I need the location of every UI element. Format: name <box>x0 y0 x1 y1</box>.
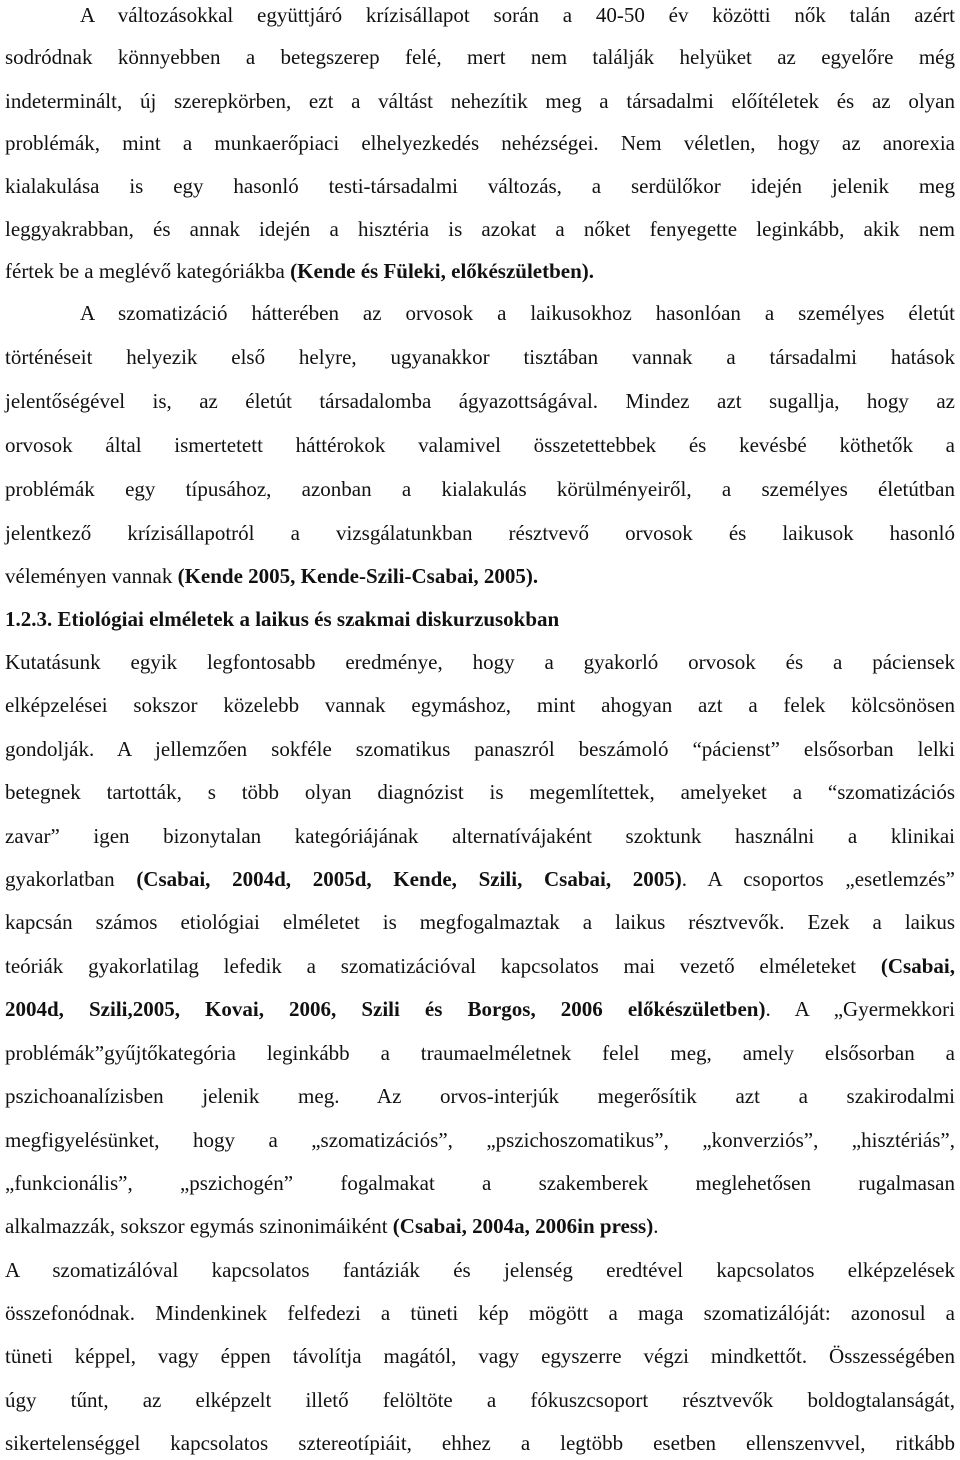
text-line <box>5 430 955 460</box>
body-text: kapcsán számos etiológiai elméletet is megfogalmaztak a laikus résztvevők. Ezek a laikus <box>5 910 955 934</box>
text-line <box>5 647 955 677</box>
body-text: elképzelései sokszor közelebb vannak egymáshoz, mint ahogyan azt a felek kölcsönösen <box>5 693 955 717</box>
text-line <box>5 42 955 72</box>
text-line <box>5 690 955 720</box>
text-line <box>5 256 594 286</box>
text-line <box>80 0 955 30</box>
text-line <box>5 474 955 504</box>
body-text: történéseit helyezik első helyre, ugyanakkor tisztában vannak a társadalmi hatások <box>5 345 955 369</box>
body-text: problémák, mint a munkaerőpiaci elhelyezkedés nehézségei. Nem véletlen, hogy az anorexia <box>5 131 955 155</box>
text-line <box>5 1341 955 1371</box>
citation-text: (Csabai, <box>880 954 955 978</box>
body-text: betegnek tartották, s több olyan diagnózist is megemlítettek, amelyeket a “szomatizációs <box>5 780 955 804</box>
body-text: teóriák gyakorlatilag lefedik a szomatizációval kapcsolatos mai vezető elméleteket <box>5 954 881 978</box>
body-text: . A „Gyermekkori <box>765 997 955 1021</box>
text-line <box>5 561 538 591</box>
text-line <box>5 1428 955 1458</box>
text-line <box>5 128 955 158</box>
body-text: A változásokkal együttjáró krízisállapot során a 40-50 év közötti nők talán azért <box>80 3 955 27</box>
body-text: problémák egy típusához, azonban a kialakulás körülményeiről, a személyes életútban <box>5 477 955 501</box>
citation-text: (Csabai, 2004a, 2006in press) <box>392 1214 654 1238</box>
citation-text: 2004d, Szili,2005, Kovai, 2006, Szili és Borgos, 2006 előkészületben) <box>5 997 766 1021</box>
citation-text: (Csabai, 2004d, 2005d, Kende, Szili, Csabai, 2005) <box>136 867 682 891</box>
text-line <box>5 1385 955 1415</box>
text-line <box>5 777 955 807</box>
text-line <box>5 1125 955 1155</box>
text-line <box>5 1038 955 1068</box>
body-text: tüneti képpel, vagy éppen távolítja magától, vagy egyszerre végzi mindkettőt. Összességében <box>5 1344 955 1368</box>
body-text: megfigyelésünket, hogy a „szomatizációs”, „pszichoszomatikus”, „konverziós”, „hisztériás”, <box>5 1128 955 1152</box>
text-line <box>5 214 955 244</box>
body-text: . <box>653 1214 659 1238</box>
text-line <box>5 342 955 372</box>
body-text: jelentkező krízisállapotról a vizsgálatunkban résztvevő orvosok és laikusok hasonló <box>5 521 955 545</box>
body-text: „funkcionális”, „pszichogén” fogalmakat a szakemberek meglehetősen rugalmasan <box>5 1171 955 1195</box>
text-line <box>5 907 955 937</box>
body-text: sodródnak könnyebben a betegszerep felé, mert nem találják helyüket az egyelőre még <box>5 45 955 69</box>
text-line <box>5 171 955 201</box>
body-text: alkalmazzák, sokszor egymás szinonimáiként <box>5 1214 393 1238</box>
text-line <box>5 518 955 548</box>
text-line <box>5 821 955 851</box>
text-line <box>5 1211 658 1241</box>
body-text: fértek be a meglévő kategóriákba <box>5 259 291 283</box>
body-text: kialakulása is egy hasonló testi-társadalmi változás, a serdülőkor idején jelenik meg <box>5 174 955 198</box>
body-text: leggyakrabban, és annak idején a hisztéria is azokat a nőket fenyegette leginkább, akik nem <box>5 217 955 241</box>
text-line <box>5 1298 955 1328</box>
text-line <box>5 1081 955 1111</box>
text-line <box>5 386 955 416</box>
body-text: véleményen vannak <box>5 564 178 588</box>
body-text: orvosok által ismertetett háttérokok valamivel összetettebbek és kevésbé köthetők a <box>5 433 955 457</box>
body-text: pszichoanalízisben jelenik meg. Az orvos-interjúk megerősítik azt a szakirodalmi <box>5 1084 955 1108</box>
citation-text: (Kende 2005, Kende-Szili-Csabai, 2005). <box>177 564 539 588</box>
body-text: jelentőségével is, az életút társadalomba ágyazottságával. Mindez azt sugallja, hogy az <box>5 389 955 413</box>
body-text: A szomatizálóval kapcsolatos fantáziák és jelenség eredtével kapcsolatos elképzelések <box>5 1258 955 1282</box>
body-text: gyakorlatban <box>5 867 137 891</box>
text-line <box>5 1255 955 1285</box>
body-text: problémák”gyűjtőkategória leginkább a traumaelméletnek felel meg, amely elsősorban a <box>5 1041 955 1065</box>
text-line <box>5 86 955 116</box>
body-text: indeterminált, új szerepkörben, ezt a váltást nehezítik meg a társadalmi előítéletek és az olyan <box>5 89 955 113</box>
body-text: összefonódnak. Mindenkinek felfedezi a tüneti kép mögött a maga szomatizálóját: azonosul a <box>5 1301 955 1325</box>
text-line <box>5 951 955 981</box>
body-text: úgy tűnt, az elképzelt illető felöltöte a fókuszcsoport résztvevők boldogtalanságát, <box>5 1388 955 1412</box>
body-text: A szomatizáció hátterében az orvosok a laikusokhoz hasonlóan a személyes életút <box>80 301 955 325</box>
text-line <box>5 1168 955 1198</box>
text-line <box>5 994 955 1024</box>
text-line <box>5 864 955 894</box>
body-text: zavar” igen bizonytalan kategóriájának alternatívájaként szoktunk használni a klinikai <box>5 824 955 848</box>
section-heading <box>5 604 559 634</box>
citation-text: 1.2.3. Etiológiai elméletek a laikus és szakmai diskurzusokban <box>5 607 560 631</box>
text-line <box>80 298 955 328</box>
body-text: Kutatásunk egyik legfontosabb eredménye, hogy a gyakorló orvosok és a páciensek <box>5 650 955 674</box>
citation-text: (Kende és Füleki, előkészületben). <box>290 259 595 283</box>
body-text: sikertelenséggel kapcsolatos sztereotípiáit, ehhez a legtöbb esetben ellenszenvvel, ritkább <box>5 1431 955 1455</box>
body-text: gondolják. A jellemzően sokféle szomatikus panaszról beszámoló “pácienst” elsősorban lelki <box>5 737 955 761</box>
body-text: . A csoportos „esetlemzés” <box>681 867 956 891</box>
text-line <box>5 734 955 764</box>
